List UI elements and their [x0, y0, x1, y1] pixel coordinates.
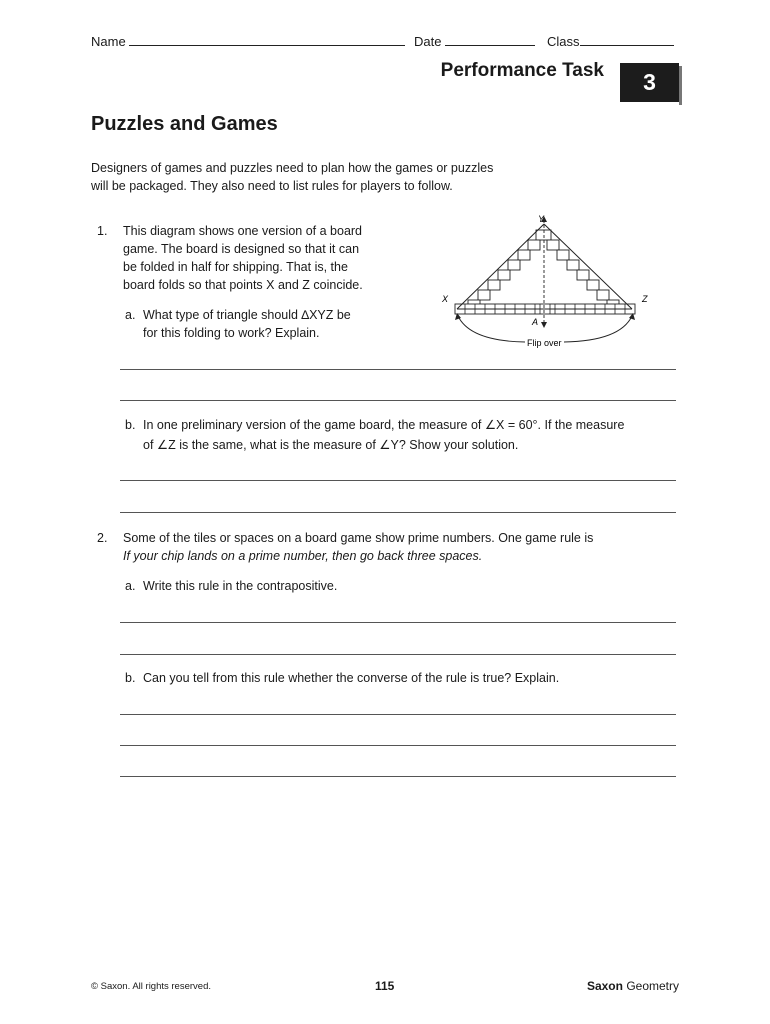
- answer-line[interactable]: [120, 745, 676, 746]
- question-2: [97, 529, 687, 565]
- intro-paragraph: [91, 159, 493, 195]
- flip-arc-right: [564, 316, 632, 342]
- q1-line: This diagram shows one version of a board: [123, 224, 363, 238]
- board-game-diagram: [430, 208, 660, 353]
- flip-over-label: Flip over: [527, 338, 562, 348]
- q2-rule: If your chip lands on a prime number, then go back three spaces.: [123, 549, 483, 563]
- question-2b: [125, 669, 665, 687]
- intro-line: will be packaged. They also need to list rules for players to follow.: [91, 179, 453, 193]
- performance-task-title: Performance Task: [440, 60, 604, 81]
- fold-arrow-bottom: [541, 322, 547, 328]
- footer-brand: [587, 979, 679, 993]
- answer-line[interactable]: [120, 512, 676, 513]
- question-number: 1.: [97, 224, 108, 238]
- q2-line: Some of the tiles or spaces on a board game show prime numbers. One game rule is: [123, 531, 594, 545]
- label-a: A: [532, 317, 539, 327]
- flip-arc-left: [458, 316, 525, 342]
- answer-line[interactable]: [120, 622, 676, 623]
- q2b-text: Can you tell from this rule whether the converse of the rule is true? Explain.: [143, 671, 560, 685]
- name-field[interactable]: [91, 33, 405, 49]
- subquestion-label: a.: [125, 308, 136, 322]
- question-1a: [125, 306, 395, 342]
- q1b-line: In one preliminary version of the game board, the measure of ∠X = 60°. If the measure: [143, 418, 625, 432]
- date-blank[interactable]: [445, 33, 535, 46]
- q1-line: board folds so that points X and Z coincide.: [123, 278, 363, 292]
- label-z: Z: [642, 294, 648, 304]
- subquestion-label: a.: [125, 579, 136, 593]
- answer-line[interactable]: [120, 714, 676, 715]
- q1a-line: What type of triangle should ∆XYZ be: [143, 308, 351, 322]
- q1-line: game. The board is designed so that it can: [123, 242, 360, 256]
- label-x: X: [442, 294, 449, 304]
- task-number-badge: 3: [620, 63, 679, 102]
- question-1: [97, 222, 397, 294]
- question-number: 2.: [97, 531, 108, 545]
- brand-name: Saxon: [586, 979, 623, 993]
- class-field[interactable]: [547, 33, 674, 49]
- answer-line[interactable]: [120, 369, 676, 370]
- date-field[interactable]: [414, 33, 535, 49]
- q2a-text: Write this rule in the contrapositive.: [143, 579, 338, 593]
- staircase-tiles: [468, 230, 619, 310]
- name-label: Name: [91, 34, 126, 49]
- date-label: Date: [414, 34, 442, 49]
- subquestion-label: b.: [125, 671, 136, 685]
- question-2a: [125, 577, 665, 595]
- q1-line: be folded in half for shipping. That is, the: [123, 260, 348, 274]
- answer-line[interactable]: [120, 480, 676, 481]
- q1a-line: for this folding to work? Explain.: [143, 326, 320, 340]
- class-label: Class: [547, 34, 580, 49]
- answer-line[interactable]: [120, 776, 676, 777]
- answer-line[interactable]: [120, 400, 676, 401]
- label-y: Y: [538, 214, 545, 224]
- q1b-line: of ∠Z is the same, what is the measure of ∠Y? Show your solution.: [143, 438, 519, 452]
- question-1b: [125, 416, 685, 454]
- subject-name: Geometry: [626, 979, 679, 993]
- name-blank[interactable]: [129, 33, 405, 46]
- section-title: Puzzles and Games: [91, 113, 278, 135]
- copyright: © Saxon. All rights reserved.: [91, 981, 211, 992]
- page-number: 115: [375, 979, 395, 993]
- answer-line[interactable]: [120, 654, 676, 655]
- class-blank[interactable]: [580, 33, 674, 46]
- intro-line: Designers of games and puzzles need to plan how the games or puzzles: [91, 161, 494, 175]
- subquestion-label: b.: [125, 418, 136, 432]
